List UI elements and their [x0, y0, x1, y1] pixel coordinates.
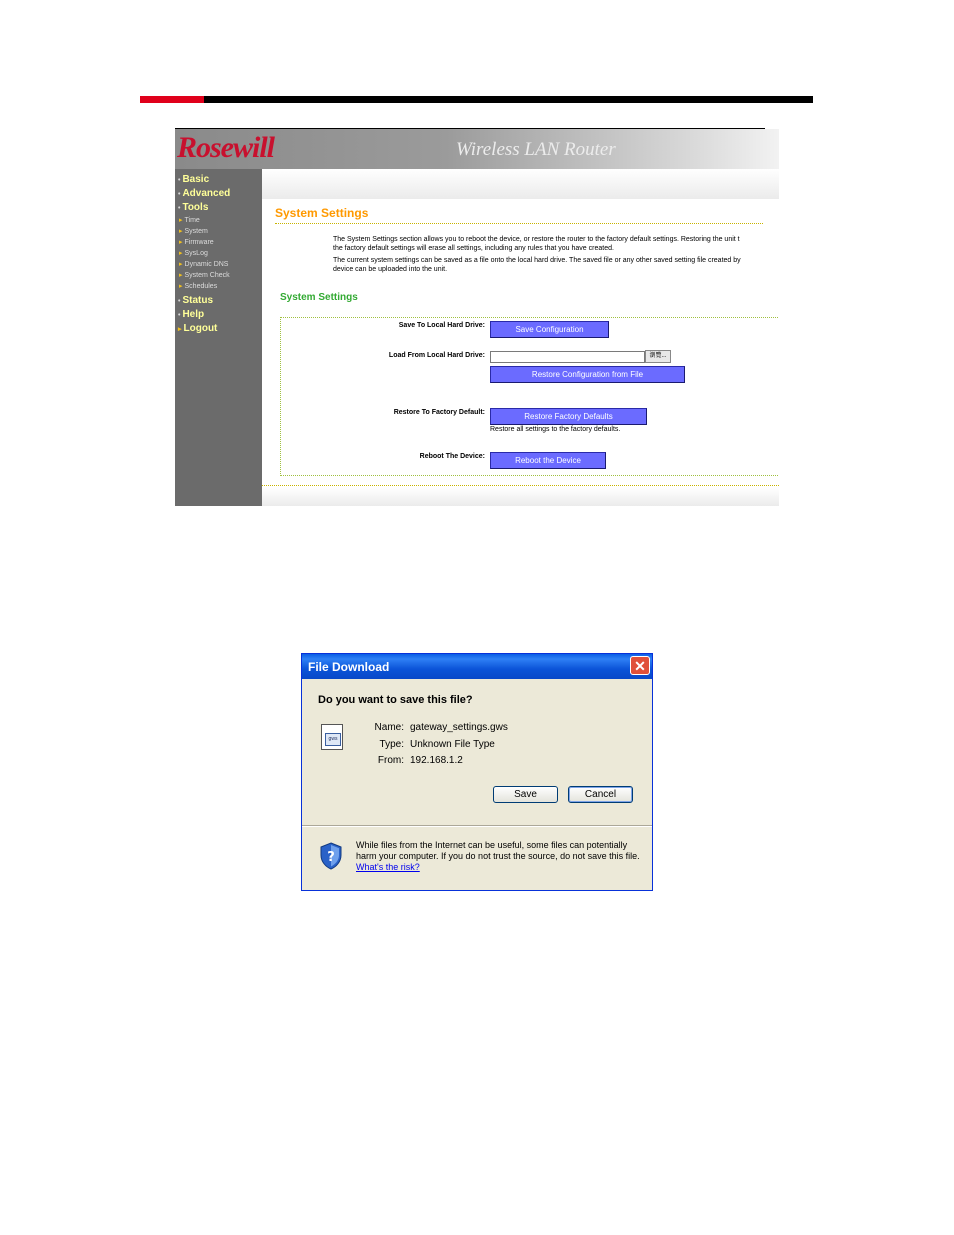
nav-item-syslog[interactable] [179, 249, 208, 257]
arrow-bullet-icon: ▸ [179, 217, 183, 224]
arrow-bullet-icon: ▸ [179, 250, 183, 257]
dialog-title: File Download [308, 660, 390, 674]
file-name-value: gateway_settings.gws [410, 722, 508, 733]
name-key: Name: [374, 722, 404, 733]
factory-label: Restore To Factory Default: [393, 409, 485, 416]
from-key: From: [377, 755, 404, 766]
rosewill-logo: Rosewill [177, 131, 275, 164]
nav-item-system-check[interactable] [179, 271, 230, 279]
whats-the-risk-link[interactable]: What's the risk? [356, 862, 420, 872]
nav-item-label: Time [184, 217, 200, 224]
nav-item-label: Basic [182, 174, 210, 185]
nav-item-label: Help [182, 309, 205, 320]
restore-factory-defaults-button[interactable]: Restore Factory Defaults [490, 408, 647, 425]
bullet-icon: • [178, 312, 181, 319]
nav-item-label: Dynamic DNS [184, 261, 229, 268]
nav-item-status[interactable] [178, 295, 213, 306]
type-key: Type: [379, 739, 404, 750]
bullet-icon: • [178, 177, 181, 184]
nav-item-label: System [184, 228, 208, 235]
nav-item-system[interactable] [179, 227, 208, 235]
reboot-label: Reboot The Device: [419, 453, 485, 460]
nav-item-basic[interactable] [178, 174, 209, 185]
nav-item-firmware[interactable] [179, 238, 214, 246]
reboot-device-button[interactable]: Reboot the Device [490, 452, 606, 469]
nav-item-label: Logout [183, 323, 218, 334]
security-warning [356, 840, 646, 873]
nav-item-label: Tools [182, 202, 209, 213]
security-shield-icon [319, 842, 343, 870]
restore-from-file-button[interactable]: Restore Configuration from File [490, 366, 685, 383]
nav-item-label: Firmware [184, 239, 214, 246]
nav-item-label: Schedules [184, 283, 218, 290]
description-line: The current system settings can be saved as a file onto the local hard drive. The saved file or any other saved setting file created by [333, 257, 741, 264]
file-type-value: Unknown File Type [410, 739, 495, 750]
close-icon[interactable]: ✕ [630, 656, 650, 675]
bullet-icon: • [178, 298, 181, 305]
nav-item-tools[interactable] [178, 202, 208, 213]
nav-item-label: Status [182, 295, 214, 306]
browse-button[interactable]: 瀏覽... [645, 350, 671, 363]
nav-item-time[interactable] [179, 216, 200, 224]
save-button[interactable]: Save [493, 786, 558, 803]
header-rule-red [140, 96, 204, 103]
arrow-bullet-icon: ▸ [178, 326, 182, 333]
dialog-question: Do you want to save this file? [318, 694, 473, 706]
nav-item-advanced[interactable] [178, 188, 230, 199]
file-icon [321, 724, 343, 750]
svg-text:?: ? [327, 850, 335, 865]
arrow-bullet-icon: ▸ [179, 283, 183, 290]
page-title: System Settings [275, 206, 369, 220]
bullet-icon: • [178, 191, 181, 198]
cancel-button[interactable]: Cancel [568, 786, 633, 803]
warning-text: While files from the Internet can be useful, some files can potentially harm your computer. If you do not trust the source, do not save this file. [356, 840, 640, 861]
header-rule-black [204, 96, 813, 103]
factory-note: Restore all settings to the factory defaults. [490, 426, 621, 433]
nav-item-schedules[interactable] [179, 282, 217, 290]
nav-item-dynamic-dns[interactable] [179, 260, 228, 268]
file-download-dialog [301, 653, 653, 891]
section-title: System Settings [280, 292, 358, 303]
banner-title: Wireless LAN Router [456, 139, 616, 160]
load-label: Load From Local Hard Drive: [388, 352, 485, 359]
nav-item-label: SysLog [184, 250, 208, 257]
save-label: Save To Local Hard Drive: [398, 322, 485, 329]
description-line: device can be uploaded into the unit. [333, 266, 448, 273]
description-line: the factory default settings will erase all settings, including any rules that you have created. [333, 245, 614, 252]
file-icon-label: gws [328, 736, 338, 742]
arrow-bullet-icon: ▸ [179, 272, 183, 279]
dialog-titlebar [302, 654, 652, 679]
bullet-icon: • [178, 205, 181, 212]
nav-item-help[interactable] [178, 309, 204, 320]
save-configuration-button[interactable]: Save Configuration [490, 321, 609, 338]
description-line: The System Settings section allows you to reboot the device, or restore the router to the factory default settings. Restoring the unit t [333, 236, 740, 243]
nav-item-label: System Check [184, 272, 230, 279]
router-banner [175, 129, 779, 169]
arrow-bullet-icon: ▸ [179, 261, 183, 268]
arrow-bullet-icon: ▸ [179, 228, 183, 235]
file-source-value: 192.168.1.2 [410, 755, 463, 766]
nav-item-label: Advanced [182, 188, 231, 199]
router-settings-page [175, 128, 779, 506]
nav-item-logout[interactable] [178, 323, 217, 334]
config-file-input[interactable] [490, 351, 645, 363]
arrow-bullet-icon: ▸ [179, 239, 183, 246]
